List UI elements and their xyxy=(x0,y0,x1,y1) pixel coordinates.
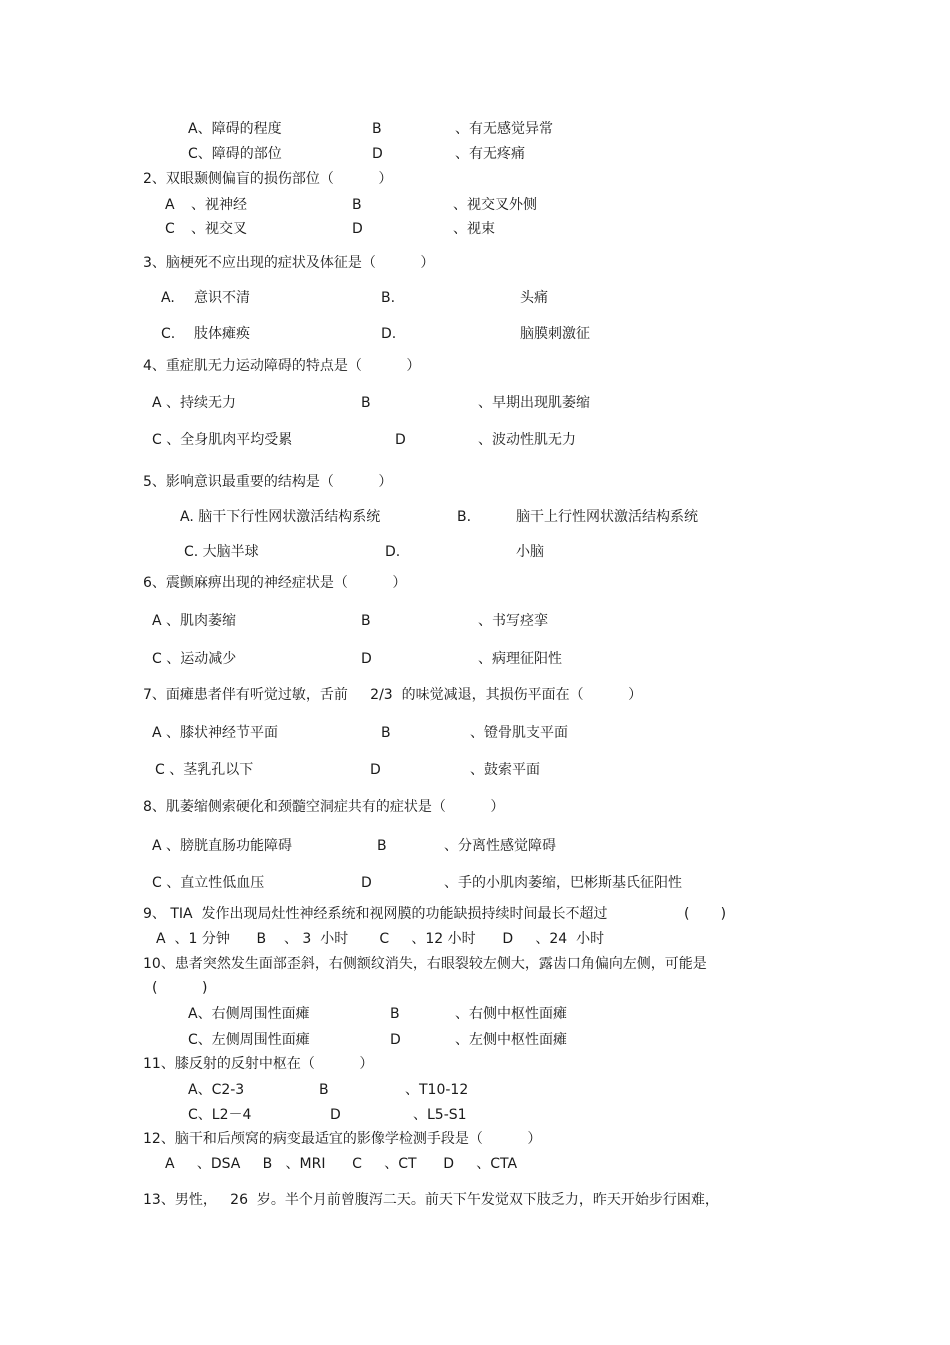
q9-options: A 、1 分钟 B 、 3 小时 C 、12 小时 D 、24 小时 xyxy=(156,931,605,947)
q6-option-a: A 、肌肉萎缩 xyxy=(152,613,237,629)
q7-stem: 7、面瘫患者伴有听觉过敏，舌前 2/3 的味觉减退，其损伤平面在（ ） xyxy=(143,687,643,703)
q10-stem: 10、患者突然发生面部歪斜，右侧额纹消失，右眼裂较左侧大，露齿口角偏向左侧，可能是 xyxy=(143,956,707,972)
q8-option-a: A 、膀胱直肠功能障碍 xyxy=(152,838,293,854)
q1-option-b: 、有无感觉异常 xyxy=(455,121,553,137)
q2-option-d: 、视束 xyxy=(453,221,495,237)
q11-option-a: A、C2-3 xyxy=(188,1082,245,1098)
q11-option-d: 、L5-S1 xyxy=(413,1107,467,1123)
q3-option-d: 脑膜刺激征 xyxy=(520,326,590,342)
q1-option-a: A、障碍的程度 xyxy=(188,121,282,137)
q9-stem: 9、 TIA 发作出现局灶性神经系统和视网膜的功能缺损持续时间最长不超过 xyxy=(143,906,608,922)
q10-option-d: 、左侧中枢性面瘫 xyxy=(455,1032,567,1048)
q4-option-c: C 、全身肌肉平均受累 xyxy=(152,432,293,448)
q11-option-d-letter: D xyxy=(330,1107,341,1123)
q7-option-a: A 、膝状神经节平面 xyxy=(152,725,279,741)
q6-option-c: C 、运动减少 xyxy=(152,651,237,667)
q7-option-d-letter: D xyxy=(370,762,381,778)
q3-option-c: 肢体瘫痪 xyxy=(194,326,250,342)
q2-option-a: 、视神经 xyxy=(191,197,247,213)
q10-option-b: 、右侧中枢性面瘫 xyxy=(455,1006,567,1022)
q3-option-a: 意识不清 xyxy=(194,290,250,306)
q5-option-d: 小脑 xyxy=(516,544,544,560)
q12-options: A 、DSA B 、MRI C 、CT D 、CTA xyxy=(165,1156,518,1172)
q4-stem: 4、重症肌无力运动障碍的特点是（ ） xyxy=(143,358,421,374)
q2-option-d-letter: D xyxy=(352,221,363,237)
q7-option-c: C 、茎乳孔以下 xyxy=(155,762,254,778)
q6-option-d: 、病理征阳性 xyxy=(478,651,562,667)
q1-option-b-letter: B xyxy=(372,121,382,137)
q2-option-b-letter: B xyxy=(352,197,362,213)
q5-option-a: A. 脑干下行性网状激活结构系统 xyxy=(180,509,381,525)
q8-stem: 8、肌萎缩侧索硬化和颈髓空洞症共有的症状是（ ） xyxy=(143,799,505,815)
q4-option-d: 、波动性肌无力 xyxy=(478,432,576,448)
q4-option-a: A 、持续无力 xyxy=(152,395,237,411)
q8-option-d-letter: D xyxy=(361,875,372,891)
q6-option-b: 、书写痉挛 xyxy=(478,613,548,629)
q11-option-b-letter: B xyxy=(319,1082,329,1098)
q5-option-c: C. 大脑半球 xyxy=(184,544,259,560)
q2-option-c: 、视交叉 xyxy=(191,221,247,237)
q10-answer-paren: ( ) xyxy=(152,980,208,996)
q1-option-d: 、有无疼痛 xyxy=(455,146,525,162)
q1-option-c: C、障碍的部位 xyxy=(188,146,282,162)
q3-option-c-letter: C. xyxy=(161,326,176,342)
q8-option-b: 、分离性感觉障碍 xyxy=(444,838,556,854)
q4-option-b: 、早期出现肌萎缩 xyxy=(478,395,590,411)
q7-option-d: 、鼓索平面 xyxy=(470,762,540,778)
q6-option-d-letter: D xyxy=(361,651,372,667)
q4-option-b-letter: B xyxy=(361,395,371,411)
q1-option-d-letter: D xyxy=(372,146,383,162)
q2-option-b: 、视交叉外侧 xyxy=(453,197,537,213)
q8-option-b-letter: B xyxy=(377,838,387,854)
q3-option-d-letter: D. xyxy=(381,326,397,342)
q5-stem: 5、影响意识最重要的结构是（ ） xyxy=(143,474,393,490)
q2-option-c-letter: C xyxy=(165,221,175,237)
q10-option-b-letter: B xyxy=(390,1006,400,1022)
q10-option-c: C、左侧周围性面瘫 xyxy=(188,1032,310,1048)
q8-option-c: C 、直立性低血压 xyxy=(152,875,265,891)
q7-option-b-letter: B xyxy=(381,725,391,741)
q5-option-b-letter: B. xyxy=(457,509,472,525)
q9-answer-paren: ( ) xyxy=(684,906,727,922)
q5-option-d-letter: D. xyxy=(385,544,401,560)
q3-option-b: 头痛 xyxy=(520,290,548,306)
q6-stem: 6、震颤麻痹出现的神经症状是（ ） xyxy=(143,575,407,591)
q3-option-a-letter: A. xyxy=(161,290,175,306)
q7-option-b: 、镫骨肌支平面 xyxy=(470,725,568,741)
q12-stem: 12、脑干和后颅窝的病变最适宜的影像学检测手段是（ ） xyxy=(143,1131,542,1147)
q8-option-d: 、手的小肌肉萎缩，巴彬斯基氏征阳性 xyxy=(444,875,682,891)
q2-stem: 2、双眼颞侧偏盲的损伤部位（ ） xyxy=(143,171,393,187)
q2-option-a-letter: A xyxy=(165,197,175,213)
q10-option-d-letter: D xyxy=(390,1032,401,1048)
q6-option-b-letter: B xyxy=(361,613,371,629)
q11-option-c: C、L2－4 xyxy=(188,1107,252,1123)
q10-option-a: A、右侧周围性面瘫 xyxy=(188,1006,310,1022)
q3-stem: 3、脑梗死不应出现的症状及体征是（ ） xyxy=(143,255,435,271)
q4-option-d-letter: D xyxy=(395,432,406,448)
q5-option-b: 脑干上行性网状激活结构系统 xyxy=(516,509,698,525)
q11-option-b: 、T10-12 xyxy=(405,1082,469,1098)
q13-stem: 13、男性， 26 岁。半个月前曾腹泻二天。前天下午发觉双下肢乏力，昨天开始步行困难， xyxy=(143,1192,719,1208)
q11-stem: 11、膝反射的反射中枢在（ ） xyxy=(143,1056,374,1072)
q3-option-b-letter: B. xyxy=(381,290,396,306)
